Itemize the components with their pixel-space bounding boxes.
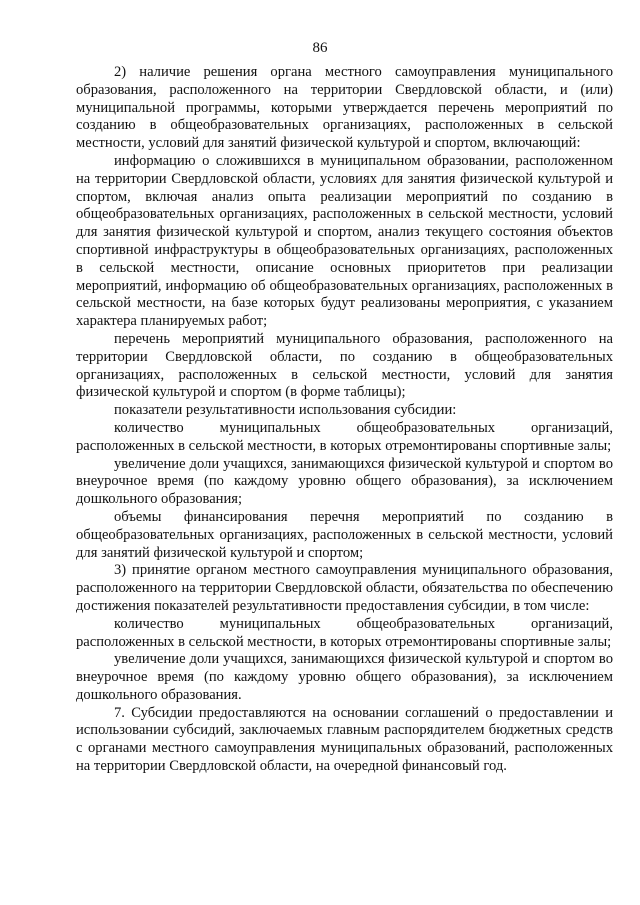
paragraph-obligation-gyms: количество муниципальных общеобразовательных организаций, расположенных в сельской местности, в которых отремонтированы спортивные залы; [76, 615, 613, 650]
paragraph-indicator-gyms: количество муниципальных общеобразовательных организаций, расположенных в сельской местности, в которых отремонтированы спортивные залы; [76, 419, 613, 454]
paragraph-measures-list: перечень мероприятий муниципального образования, расположенного на территории Свердловской области, по созданию в общеобразовательных организациях, расположенных в сельской местности, условий для занятия физической культурой и спортом (в форме таблицы); [76, 330, 613, 401]
page-number: 86 [312, 40, 328, 56]
paragraph-indicators-heading: показатели результативности использования субсидии: [114, 402, 457, 419]
paragraph-clause-7: 7. Субсидии предоставляются на основании соглашений о предоставлении и использовании субсидий, заключаемых главным распорядителем бюджетных средств с органами местного самоуправления муниципальных образований, расположенных на территории Свердловской области, на очередной финансовый год. [76, 704, 613, 775]
paragraph-indicator-students: увеличение доли учащихся, занимающихся физической культурой и спортом во внеурочное время (по каждому уровню общего образования), за исключением дошкольного образования; [76, 455, 613, 508]
paragraph-indicator-funding: объемы финансирования перечня мероприятий по созданию в общеобразовательных организациях, расположенных в сельской местности, условий для занятий физической культурой и спортом; [76, 508, 613, 561]
paragraph-condition-2: 2) наличие решения органа местного самоуправления муниципального образования, расположенного на территории Свердловской области, и (или) муниципальной программы, которыми утверждается перечень мероприятий по созданию в общеобразовательных организациях, расположенных в сельской местности, условий для занятий физической культурой и спортом, включающий: [76, 64, 613, 152]
paragraph-obligation-students: увеличение доли учащихся, занимающихся физической культурой и спортом во внеурочное время (по каждому уровню общего образования), за исключением дошкольного образования. [76, 651, 613, 703]
paragraph-information: информацию о сложившихся в муниципальном образовании, расположенном на территории Свердловской области, условиях для занятия физической культурой и спортом, включая анализ опыта реализации мероприятий по созданию в общеобразовательных организациях, расположенных в сельской местности, условий для занятия физической культурой и спортом, анализ текущего состояния объектов спортивной инфраструктуры в общеобразовательных организациях, расположенных в сельской местности, описание основных приоритетов при реализации мероприятий, информацию об общеобразовательных организациях, расположенных в сельской местности, на базе которых будут реализованы мероприятия, с указанием характера планируемых работ; [76, 152, 613, 330]
document-body [76, 64, 613, 776]
paragraph-condition-3: 3) принятие органом местного самоуправления муниципального образования, расположенного на территории Свердловской области, обязательства по обеспечению достижения показателей результативности предоставления субсидии, в том числе: [76, 562, 613, 614]
